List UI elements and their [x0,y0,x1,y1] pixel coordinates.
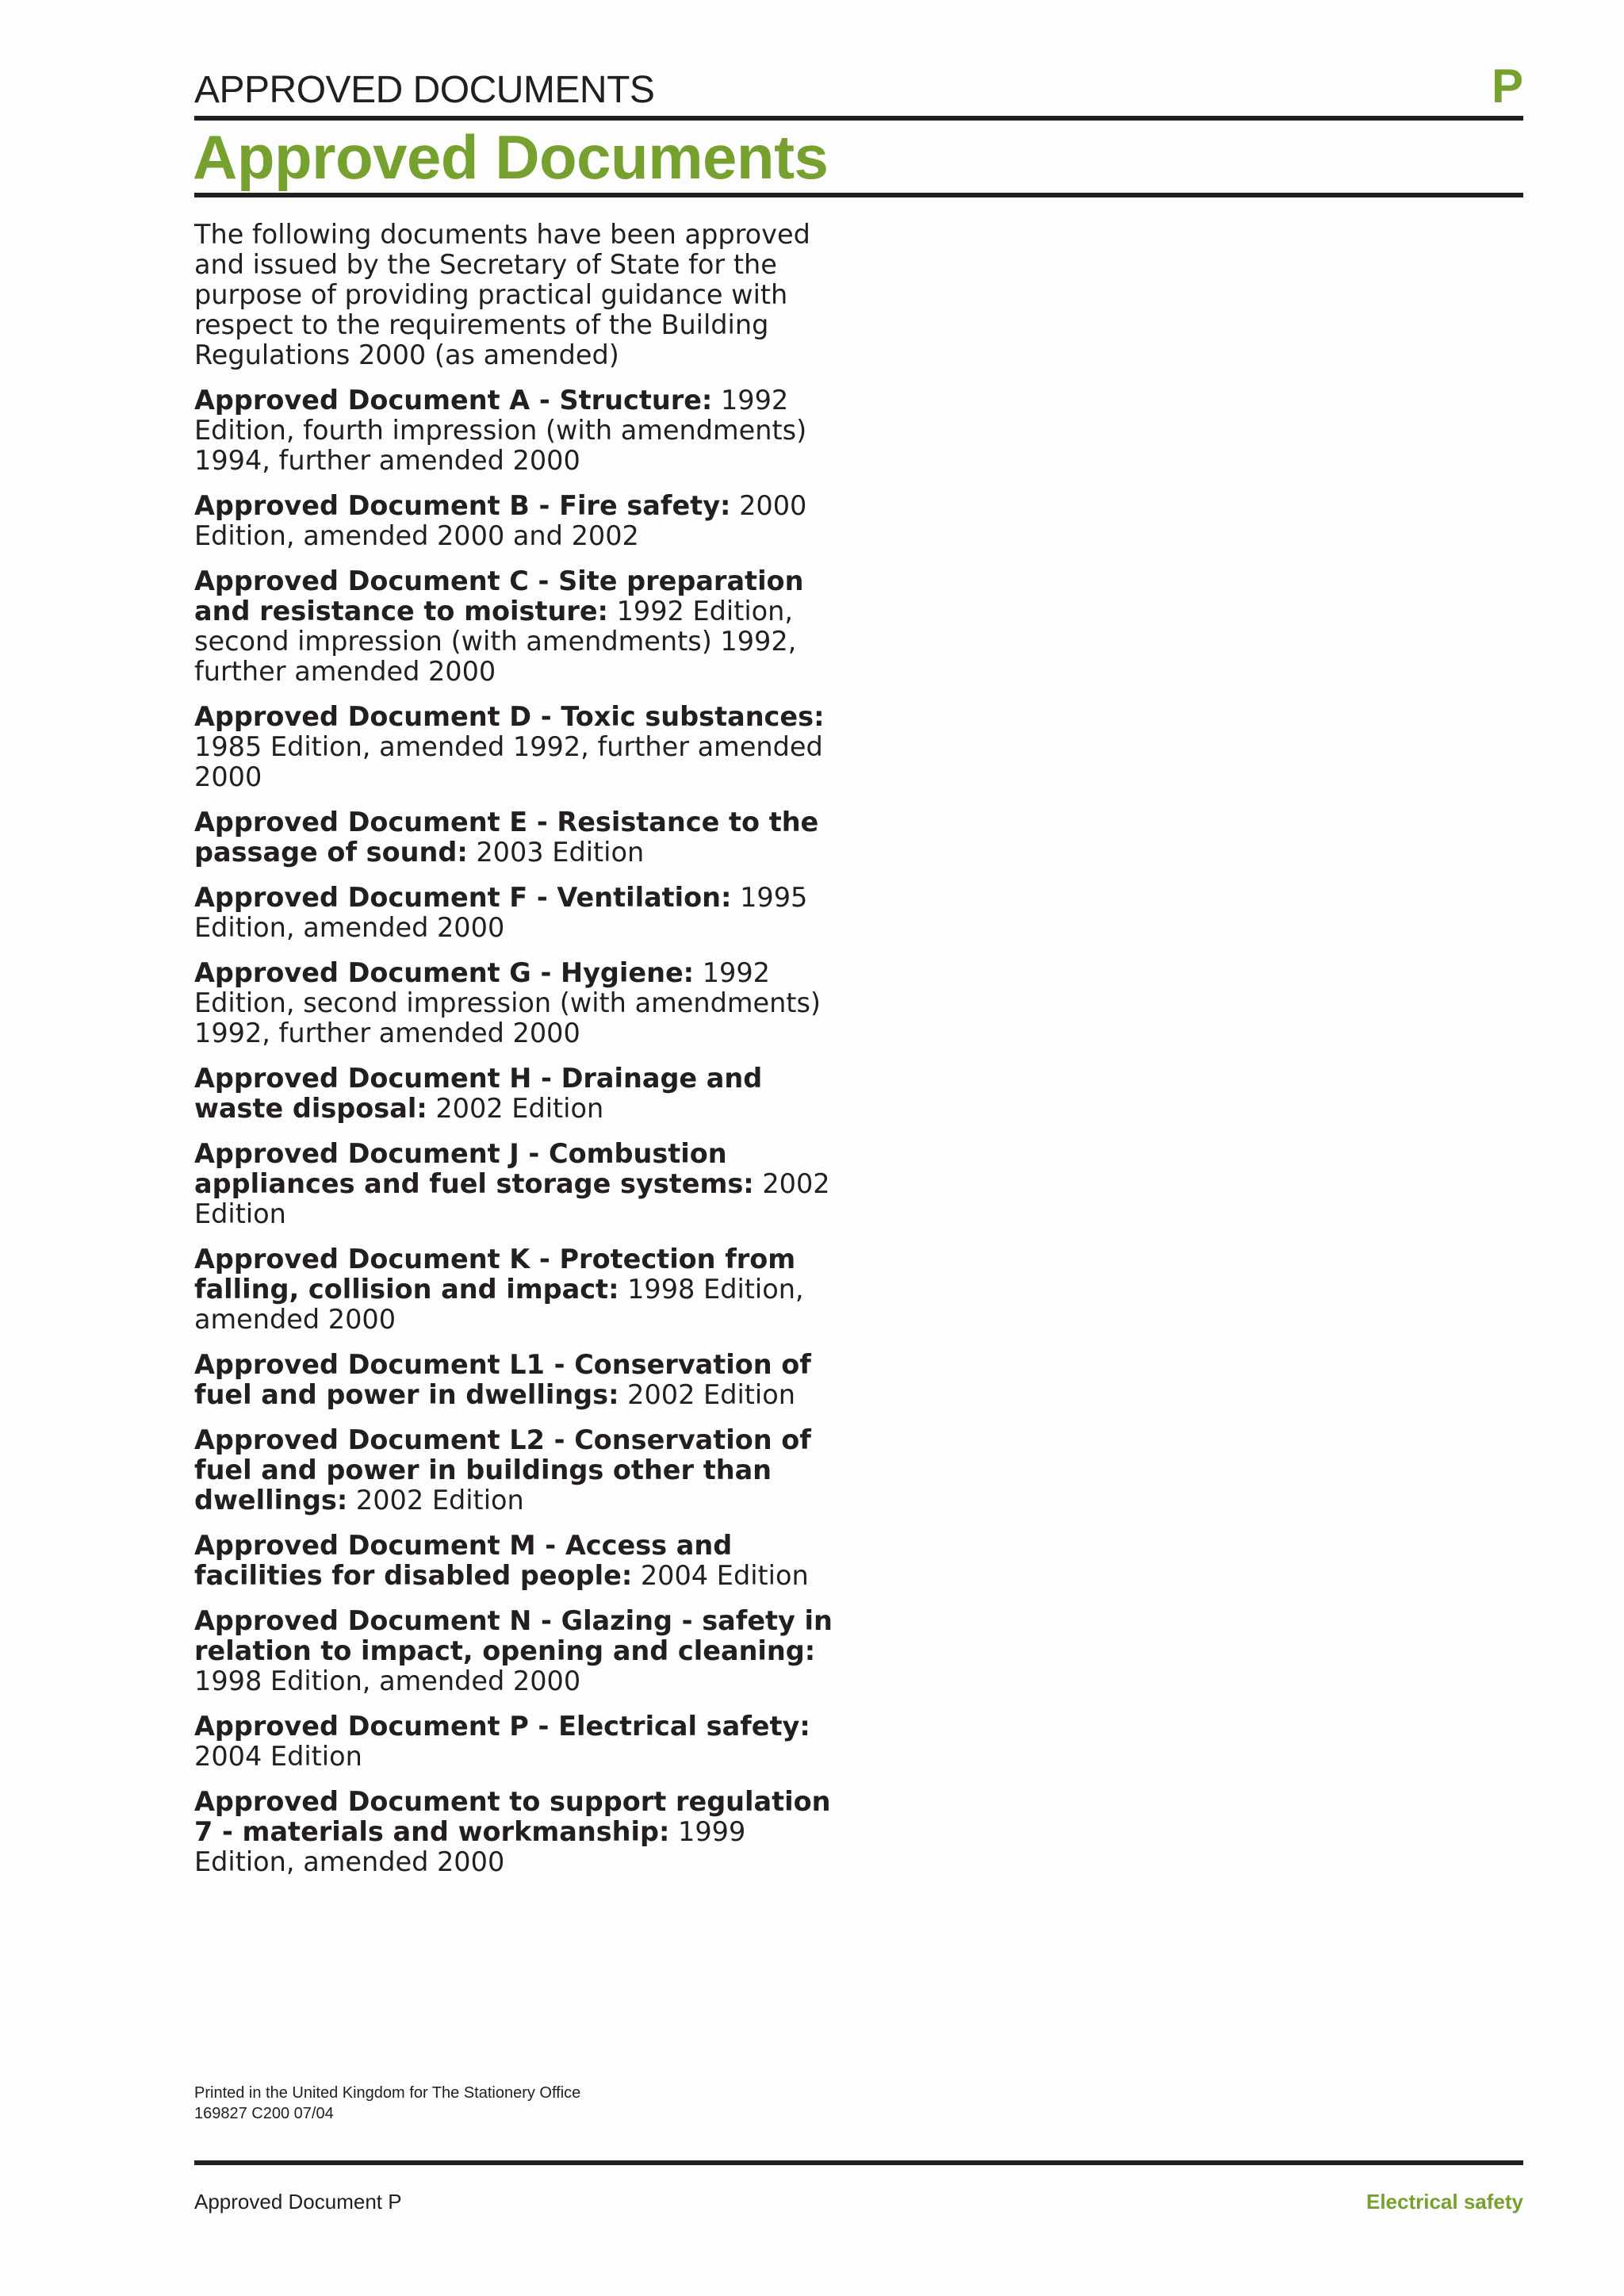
document-entry-edition: 2002 Edition [194,1168,830,1229]
document-entry [194,1139,852,1229]
document-entry-edition: 1995 Edition, amended 2000 [194,882,808,943]
document-entry-title: Approved Document P - Electrical safety: [194,1711,810,1742]
document-entry-title: Approved Document L2 - Conservation of fuel and power in buildings other than dwellings: [194,1424,811,1516]
document-entry [194,1244,852,1335]
document-entry [194,566,852,687]
print-code: 169827 C200 07/04 [194,2105,334,2122]
document-entry-title: Approved Document H - Drainage and waste disposal: [194,1063,763,1124]
document-entry-edition: 1999 Edition, amended 2000 [194,1816,746,1877]
document-entry-edition: 1992 Edition, second impression (with amendments) 1992, further amended 2000 [194,957,821,1048]
footer-section-name: Electrical safety [1365,2190,1523,2214]
document-entry-title: Approved Document M - Access and facilities for disabled people: [194,1530,733,1591]
document-entry [194,1606,852,1696]
page-title: Approved Documents [193,122,829,192]
document-entry [194,1787,852,1877]
intro-paragraph: The following documents have been approved and issued by the Secretary of State for the purpose of providing practical guidance with respect to the requirements of the Building Regulations 2000 (as amended) [194,219,810,370]
document-entry-title: Approved Document N - Glazing - safety in relation to impact, opening and cleaning: [194,1605,833,1666]
document-entry-edition: 2002 Edition [619,1379,795,1410]
printer-note [194,2083,580,2124]
document-entry-title: Approved Document C - Site preparation and resistance to moisture: [194,565,804,627]
document-list [194,385,852,1877]
document-entry-title: Approved Document B - Fire safety: [194,490,731,521]
document-entry [194,1425,852,1516]
document-entry [194,883,852,943]
document-entry-title: Approved Document E - Resistance to the passage of sound: [194,807,819,868]
document-entry [194,1531,852,1591]
document-entry-edition: 2002 Edition [427,1093,604,1124]
title-rule [194,193,1523,197]
document-entry-edition: 1985 Edition, amended 1992, further amended 2000 [194,731,823,792]
document-entry-title: Approved Document G - Hygiene: [194,957,695,988]
document-entry-edition: 1998 Edition, amended 2000 [194,1274,804,1335]
document-entry-edition: 1992 Edition, second impression (with amendments) 1992, further amended 2000 [194,596,797,687]
section-letter: P [1491,59,1523,113]
document-entry-edition: 2003 Edition [467,837,645,868]
document-entry-edition: 2004 Edition [194,1741,362,1772]
document-entry-title: Approved Document D - Toxic substances: [194,701,825,732]
document-entry-title: Approved Document F - Ventilation: [194,882,732,913]
document-entry-edition: 2004 Edition [632,1560,809,1591]
document-entry-edition: 2000 Edition, amended 2000 and 2002 [194,490,807,551]
document-entry-title: Approved Document to support regulation 7 - materials and workmanship: [194,1786,831,1847]
document-entry-edition: 2002 Edition [347,1485,524,1516]
footer-document-name: Approved Document P [194,2190,402,2214]
document-entry [194,958,852,1048]
document-entry [194,702,852,792]
document-entry [194,1350,852,1410]
document-entry [194,1711,852,1772]
document-entry-title: Approved Document A - Structure: [194,385,713,416]
running-header [194,59,1523,113]
document-list-section [194,220,852,1892]
running-title: APPROVED DOCUMENTS [194,69,655,111]
document-entry [194,807,852,868]
document-entry [194,1064,852,1124]
document-entry [194,491,852,551]
document-entry-title: Approved Document K - Protection from falling, collision and impact: [194,1244,796,1305]
document-entry-edition: 1998 Edition, amended 2000 [194,1665,581,1696]
document-entry-title: Approved Document J - Combustion appliances and fuel storage systems: [194,1138,754,1199]
document-entry [194,385,852,476]
document-entry-title: Approved Document L1 - Conservation of fuel and power in dwellings: [194,1349,811,1410]
printer-line: Printed in the United Kingdom for The Stationery Office [194,2084,581,2102]
footer-rule [194,2160,1523,2165]
document-entry-edition: 1992 Edition, fourth impression (with amendments) 1994, further amended 2000 [194,385,807,476]
